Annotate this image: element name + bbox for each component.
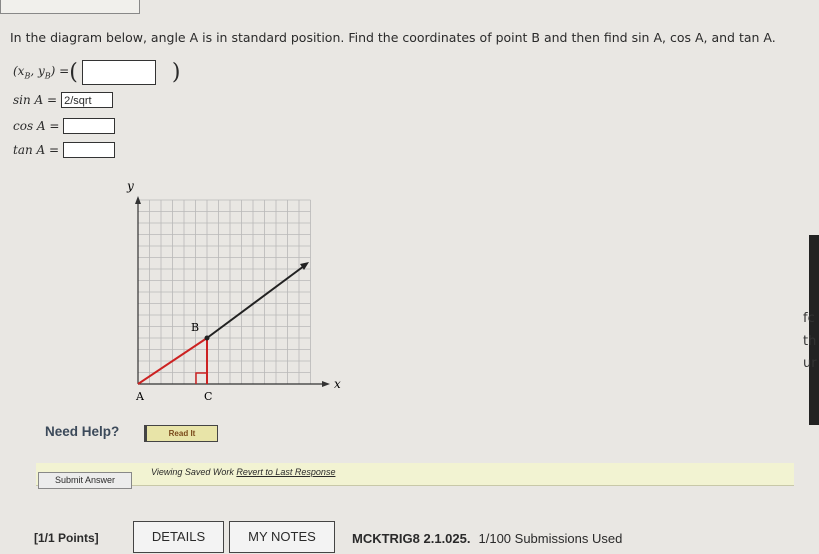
clipped-text-2: th	[803, 334, 817, 349]
revert-link[interactable]: Revert to Last Response	[236, 467, 336, 477]
course-code: MCKTRIG8 2.1.025.	[352, 531, 471, 546]
tan-row	[13, 142, 115, 158]
cos-input[interactable]	[63, 118, 115, 134]
terminal-ray	[207, 266, 304, 338]
question-text: In the diagram below, angle A is in standard position. Find the coordinates of point B and then find sin A, cos A, and tan A.	[10, 30, 776, 45]
y-axis-label: y	[127, 179, 134, 193]
cos-label: cos A =	[13, 119, 60, 133]
point-b-dot	[205, 336, 210, 341]
previous-question-box	[0, 0, 140, 14]
coords-input[interactable]	[82, 60, 156, 85]
my-notes-button[interactable]: MY NOTES	[229, 521, 335, 553]
point-b-label: B	[191, 321, 200, 334]
angle-diagram	[118, 172, 348, 412]
clipped-text-3: ur	[803, 356, 817, 371]
course-info	[352, 531, 622, 546]
submit-answer-button[interactable]: Submit Answer	[38, 472, 132, 489]
sin-row	[13, 92, 113, 108]
submissions-used: 1/100 Submissions Used	[478, 531, 623, 546]
cos-row	[13, 118, 115, 134]
viewing-status	[151, 467, 335, 477]
question-footer	[0, 510, 819, 554]
viewing-saved-work: Viewing Saved Work	[151, 467, 234, 477]
sin-label: sin A =	[13, 93, 58, 107]
read-it-button[interactable]: Read It	[144, 425, 218, 442]
tan-label: tan A =	[13, 143, 60, 157]
details-button[interactable]: DETAILS	[133, 521, 224, 553]
window-edge	[809, 235, 819, 425]
open-paren: (	[69, 59, 78, 85]
points-label: [1/1 Points]	[34, 531, 99, 545]
point-a-label: A	[136, 390, 144, 403]
coords-row	[13, 60, 180, 85]
need-help-label: Need Help?	[45, 424, 120, 439]
diagram-grid	[138, 200, 311, 384]
right-angle-mark	[196, 373, 207, 384]
x-axis-arrow	[322, 381, 330, 387]
sin-input[interactable]: 2/sqrt	[61, 92, 113, 108]
point-c-label: C	[204, 390, 213, 403]
coords-label: ($x_B$, $y_B$) =	[13, 64, 70, 81]
clipped-text-1: fc	[803, 311, 815, 326]
x-axis-label: x	[334, 377, 341, 391]
submit-bar	[36, 463, 794, 486]
close-paren: )	[171, 59, 181, 85]
tan-input[interactable]	[63, 142, 115, 158]
